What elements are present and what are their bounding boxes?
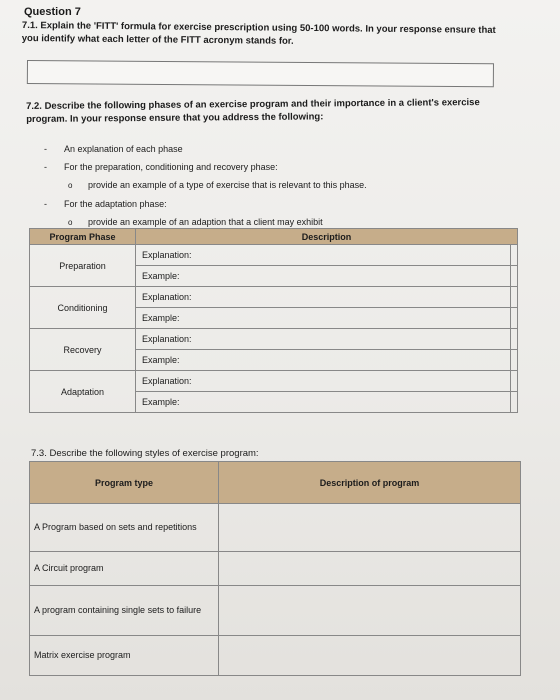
list-item (44, 158, 367, 176)
table-header-row (30, 462, 521, 504)
table-row (30, 504, 521, 552)
answer-cell[interactable] (511, 308, 518, 329)
phase-label: Adaptation (30, 371, 136, 413)
list-item (44, 195, 367, 213)
column-header-program-type: Program type (30, 462, 219, 504)
column-header-description-of-program: Description of program (219, 462, 521, 504)
explanation-label: Explanation: (136, 245, 511, 266)
requirements-list (44, 140, 367, 232)
answer-cell[interactable] (219, 552, 521, 586)
answer-box-7-1[interactable] (27, 60, 494, 87)
question-7-2-text: 7.2. Describe the following phases of an exercise program and their importance in a client's exercise program. In your response ensure that you address the following: (26, 97, 480, 125)
column-header-program-phase: Program Phase (30, 229, 136, 245)
table-header-row (30, 229, 518, 245)
table-row (30, 636, 521, 676)
program-type-label: A Program based on sets and repetitions (30, 504, 219, 552)
answer-cell[interactable] (219, 586, 521, 636)
list-item-text: For the preparation, conditioning and recovery phase: (64, 162, 278, 172)
answer-cell[interactable] (511, 245, 518, 266)
column-header-description: Description (136, 229, 518, 245)
phase-label: Conditioning (30, 287, 136, 329)
phase-label: Recovery (30, 329, 136, 371)
answer-cell[interactable] (219, 504, 521, 552)
list-item-text: provide an example of a type of exercise that is relevant to this phase. (88, 180, 367, 190)
phase-label: Preparation (30, 245, 136, 287)
program-type-label: A Circuit program (30, 552, 219, 586)
example-label: Example: (136, 392, 511, 413)
table-row (30, 586, 521, 636)
answer-cell[interactable] (511, 371, 518, 392)
question-7-3-text: 7.3. Describe the following styles of exercise program: (31, 448, 259, 459)
answer-cell[interactable] (511, 266, 518, 287)
explanation-label: Explanation: (136, 287, 511, 308)
table-row (30, 329, 518, 350)
bullet-marker: - (44, 199, 47, 209)
program-phase-table (29, 228, 518, 413)
list-item-text: provide an example of an adaption that a client may exhibit (88, 217, 323, 227)
program-type-label: Matrix exercise program (30, 636, 219, 676)
list-item (44, 176, 367, 195)
bullet-marker: o (68, 218, 73, 227)
question-7-1-text: 7.1. Explain the 'FITT' formula for exercise prescription using 50-100 words. In your response ensure that you identify what each letter of the FITT acronym stands for. (21, 19, 496, 47)
example-label: Example: (136, 350, 511, 371)
table-row (30, 552, 521, 586)
answer-cell[interactable] (219, 636, 521, 676)
answer-cell[interactable] (511, 329, 518, 350)
explanation-label: Explanation: (136, 371, 511, 392)
question-title: Question 7 (24, 6, 81, 18)
explanation-label: Explanation: (136, 329, 511, 350)
answer-cell[interactable] (511, 287, 518, 308)
bullet-marker: o (68, 181, 73, 190)
bullet-marker: - (44, 162, 47, 172)
program-type-table (29, 461, 521, 676)
program-type-label: A program containing single sets to failure (30, 586, 219, 636)
list-item-text: An explanation of each phase (64, 144, 183, 154)
example-label: Example: (136, 308, 511, 329)
table-row (30, 245, 518, 266)
list-item (44, 140, 367, 158)
example-label: Example: (136, 266, 511, 287)
bullet-marker: - (44, 144, 47, 154)
answer-cell[interactable] (511, 350, 518, 371)
table-row (30, 371, 518, 392)
answer-cell[interactable] (511, 392, 518, 413)
list-item-text: For the adaptation phase: (64, 199, 167, 209)
table-row (30, 287, 518, 308)
